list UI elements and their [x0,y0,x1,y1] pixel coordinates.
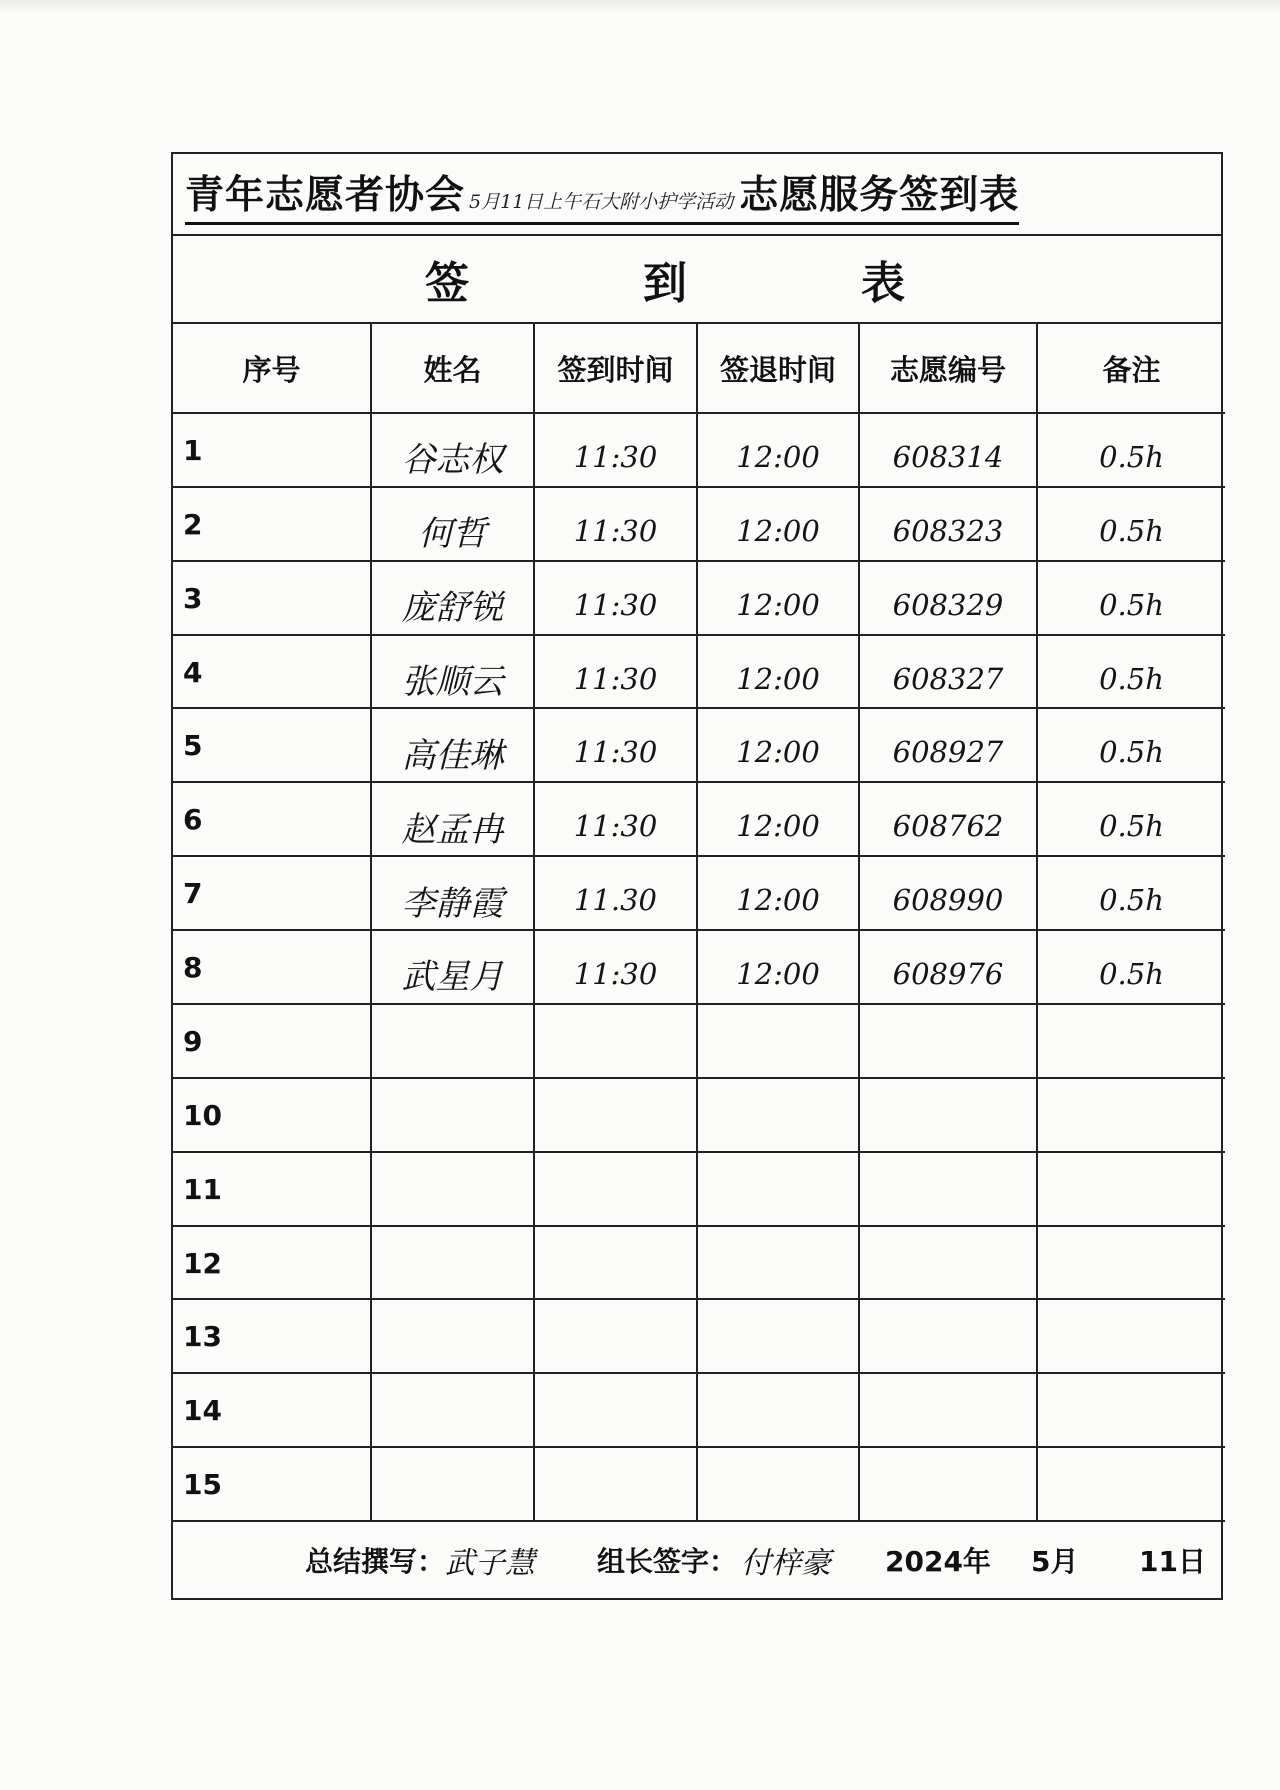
row-sign-out-time [698,1448,860,1522]
row-volunteer-id: 608327 [860,636,1038,710]
row-name [372,1448,535,1522]
row-volunteer-id: 608314 [860,414,1038,488]
row-seq: 6 [173,783,372,857]
row-seq: 3 [173,562,372,636]
row-name [372,1005,535,1079]
row-volunteer-id [860,1153,1038,1227]
row-note: 0.5h [1038,562,1225,636]
row-volunteer-id [860,1227,1038,1301]
date-month: 5月 [1031,1545,1079,1578]
column-header-note: 备注 [1038,324,1225,414]
row-sign-out-time: 12:00 [698,636,860,710]
row-volunteer-id: 608927 [860,709,1038,783]
row-name: 李静霞 [372,857,535,931]
row-seq: 1 [173,414,372,488]
row-sign-out-time [698,1079,860,1153]
column-header-seq: 序号 [173,324,372,414]
row-sign-in-time [535,1079,698,1153]
paper-edge [0,0,1280,14]
row-name: 赵孟冉 [372,783,535,857]
row-seq: 5 [173,709,372,783]
row-note [1038,1374,1225,1448]
column-header-sign-out-time: 签退时间 [698,324,860,414]
row-sign-in-time: 11.30 [535,857,698,931]
row-volunteer-id [860,1300,1038,1374]
row-sign-out-time: 12:00 [698,931,860,1005]
row-name [372,1300,535,1374]
row-volunteer-id: 608762 [860,783,1038,857]
row-sign-in-time [535,1448,698,1522]
row-sign-out-time: 12:00 [698,488,860,562]
row-sign-in-time: 11:30 [535,562,698,636]
row-volunteer-id [860,1005,1038,1079]
row-note: 0.5h [1038,414,1225,488]
row-seq: 11 [173,1153,372,1227]
row-sign-out-time: 12:00 [698,414,860,488]
column-header-sign-in-time: 签到时间 [535,324,698,414]
row-sign-out-time [698,1300,860,1374]
banner-char: 签 [425,258,469,309]
row-seq: 10 [173,1079,372,1153]
row-volunteer-id: 608976 [860,931,1038,1005]
row-sign-in-time: 11:30 [535,709,698,783]
form-title [185,164,1019,225]
row-seq: 14 [173,1374,372,1448]
row-sign-in-time: 11:30 [535,488,698,562]
row-sign-out-time [698,1153,860,1227]
row-note: 0.5h [1038,931,1225,1005]
row-sign-in-time [535,1300,698,1374]
row-note [1038,1448,1225,1522]
title-org: 青年志愿者协会 [185,172,466,218]
row-note: 0.5h [1038,857,1225,931]
row-note: 0.5h [1038,709,1225,783]
title-suffix: 志愿服务签到表 [739,172,1020,218]
row-sign-in-time [535,1374,698,1448]
row-note [1038,1300,1225,1374]
leader-signature: 付梓豪 [741,1546,831,1581]
row-seq: 9 [173,1005,372,1079]
row-volunteer-id [860,1079,1038,1153]
row-sign-out-time [698,1005,860,1079]
banner-char: 到 [643,258,687,309]
banner-char: 表 [861,258,905,309]
row-note: 0.5h [1038,488,1225,562]
row-volunteer-id: 608329 [860,562,1038,636]
row-note: 0.5h [1038,636,1225,710]
row-seq: 15 [173,1448,372,1522]
row-sign-in-time [535,1005,698,1079]
row-note [1038,1227,1225,1301]
row-sign-out-time [698,1227,860,1301]
title-row [173,154,1221,236]
row-sign-out-time: 12:00 [698,562,860,636]
sign-in-table [173,324,1221,1598]
row-name [372,1079,535,1153]
footer-row [173,1522,1225,1598]
column-header-volunteer-id: 志愿编号 [860,324,1038,414]
row-name: 高佳琳 [372,709,535,783]
date-day: 11日 [1139,1545,1206,1578]
row-name [372,1374,535,1448]
row-volunteer-id [860,1448,1038,1522]
row-volunteer-id: 608990 [860,857,1038,931]
row-name [372,1227,535,1301]
row-seq: 13 [173,1300,372,1374]
leader-label: 组长签字： [597,1545,738,1578]
row-volunteer-id [860,1374,1038,1448]
row-note [1038,1005,1225,1079]
date-year: 2024年 [885,1545,991,1578]
row-sign-in-time: 11:30 [535,931,698,1005]
sign-in-form [171,152,1223,1600]
row-seq: 2 [173,488,372,562]
row-sign-in-time: 11:30 [535,636,698,710]
row-sign-out-time: 12:00 [698,783,860,857]
row-name: 张顺云 [372,636,535,710]
row-note [1038,1153,1225,1227]
row-note: 0.5h [1038,783,1225,857]
summary-label: 总结撰写： [305,1545,446,1578]
row-seq: 8 [173,931,372,1005]
row-sign-in-time [535,1227,698,1301]
row-name: 何哲 [372,488,535,562]
row-name: 谷志权 [372,414,535,488]
row-sign-in-time [535,1153,698,1227]
row-sign-in-time: 11:30 [535,414,698,488]
row-name [372,1153,535,1227]
row-sign-out-time: 12:00 [698,709,860,783]
row-seq: 12 [173,1227,372,1301]
row-volunteer-id: 608323 [860,488,1038,562]
row-seq: 4 [173,636,372,710]
row-note [1038,1079,1225,1153]
row-sign-in-time: 11:30 [535,783,698,857]
row-name: 武星月 [372,931,535,1005]
row-sign-out-time: 12:00 [698,857,860,931]
summary-signature: 武子慧 [445,1546,535,1581]
title-activity-handwritten: 5月11日上午石大附小护学活动 [469,190,734,213]
row-seq: 7 [173,857,372,931]
row-name: 庞舒锐 [372,562,535,636]
row-sign-out-time [698,1374,860,1448]
column-header-name: 姓名 [372,324,535,414]
banner-row [173,236,1221,324]
